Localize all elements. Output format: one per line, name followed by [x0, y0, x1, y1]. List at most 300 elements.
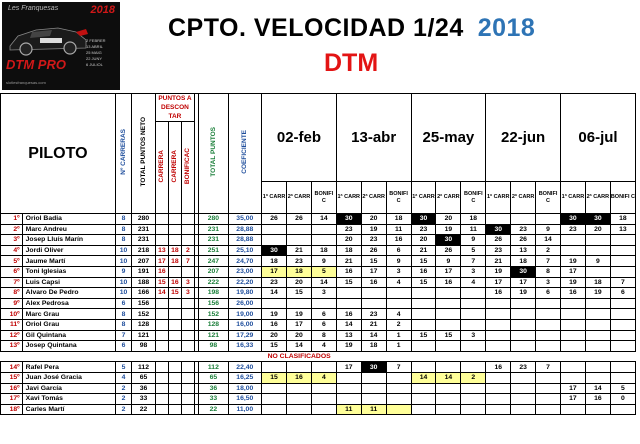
subheader-race-3-2: 2ª CARR	[436, 182, 461, 214]
race-5-cell-2: 30	[585, 214, 610, 225]
discount-bonus	[181, 341, 194, 352]
race-2-cell-2	[361, 288, 386, 299]
race-1-cell-3: 4	[311, 341, 336, 352]
race-3-cell-1	[411, 309, 436, 320]
header-desc-bonific: BONIFICAC	[181, 122, 194, 214]
race-1-cell-2	[287, 362, 312, 373]
race-3-cell-3	[461, 394, 486, 405]
coefficient: 35,00	[228, 214, 262, 225]
driver-name: Javi García	[22, 383, 115, 394]
race-header-4: 22-jun	[486, 94, 561, 182]
races-count: 8	[115, 235, 131, 246]
race-3-cell-1	[411, 404, 436, 415]
race-3-cell-3	[461, 404, 486, 415]
net-points: 22	[132, 404, 156, 415]
discount-bonus	[181, 235, 194, 246]
driver-name: Carles Martí	[22, 404, 115, 415]
race-4-cell-3: 2	[536, 245, 561, 256]
race-1-cell-2: 15	[287, 288, 312, 299]
race-2-cell-2: 17	[361, 266, 386, 277]
subheader-race-5-2: 2ª CARR	[585, 182, 610, 214]
driver-name: Alvaro De Pedro	[22, 288, 115, 299]
discount-bonus	[181, 319, 194, 330]
races-count: 2	[115, 404, 131, 415]
race-4-cell-3: 7	[536, 256, 561, 267]
race-4-cell-1	[486, 383, 511, 394]
race-3-cell-2	[436, 341, 461, 352]
position-cell: 16º	[1, 383, 23, 394]
race-1-cell-3	[311, 224, 336, 235]
subheader-race-4-1: 1ª CARR	[486, 182, 511, 214]
discount-bonus	[181, 214, 194, 225]
race-1-cell-2: 20	[287, 277, 312, 288]
header-puntos-descontar: PUNTOS A DESCON TAR	[155, 94, 194, 122]
race-3-cell-3: 9	[461, 235, 486, 246]
net-points: 98	[132, 341, 156, 352]
non-classified-label: NO CLASIFICADOS	[262, 351, 636, 362]
total-points: 198	[199, 288, 228, 299]
total-points: 152	[199, 309, 228, 320]
race-5-cell-2: 18	[585, 277, 610, 288]
race-2-cell-1	[336, 288, 361, 299]
driver-name: Toni Iglesias	[22, 266, 115, 277]
race-1-cell-3: 3	[311, 288, 336, 299]
race-1-cell-2: 19	[287, 309, 312, 320]
header-piloto: PILOTO	[1, 94, 116, 214]
discount-race-2	[168, 404, 181, 415]
race-2-cell-3: 9	[386, 256, 411, 267]
race-3-cell-1: 15	[411, 330, 436, 341]
races-count: 6	[115, 298, 131, 309]
position-cell: 1º	[1, 214, 23, 225]
discount-race-1	[155, 394, 168, 405]
race-1-cell-1: 14	[262, 288, 287, 299]
race-4-cell-3	[536, 341, 561, 352]
table-row	[1, 341, 636, 352]
race-1-cell-2: 18	[287, 266, 312, 277]
race-3-cell-2	[436, 319, 461, 330]
race-5-cell-2: 19	[585, 288, 610, 299]
race-5-cell-3	[610, 319, 635, 330]
discount-race-1	[155, 298, 168, 309]
races-count: 10	[115, 256, 131, 267]
logo-year: 2018	[90, 4, 115, 16]
discount-race-1	[155, 362, 168, 373]
race-3-cell-1: 30	[411, 214, 436, 225]
subheader-race-2-3: BONIFI C	[386, 182, 411, 214]
race-2-cell-1: 17	[336, 362, 361, 373]
race-3-cell-3	[461, 383, 486, 394]
race-5-cell-2	[585, 362, 610, 373]
net-points: 128	[132, 319, 156, 330]
race-4-cell-3	[536, 394, 561, 405]
race-4-cell-3: 6	[536, 288, 561, 299]
header-desc-carrera-1: CARRERA	[155, 122, 168, 214]
race-3-cell-1: 14	[411, 372, 436, 383]
race-4-cell-1	[486, 214, 511, 225]
races-count: 2	[115, 394, 131, 405]
standings-table	[0, 93, 636, 415]
net-points: 218	[132, 245, 156, 256]
race-5-cell-1: 30	[560, 214, 585, 225]
driver-name: Juan José Gracia	[22, 372, 115, 383]
race-header-1: 02-feb	[262, 94, 337, 182]
races-count: 9	[115, 266, 131, 277]
race-4-cell-1	[486, 319, 511, 330]
table-row	[1, 224, 636, 235]
race-4-cell-3	[536, 372, 561, 383]
driver-name: Marc Andreu	[22, 224, 115, 235]
race-2-cell-1	[336, 298, 361, 309]
race-1-cell-2	[287, 394, 312, 405]
table-row	[1, 319, 636, 330]
race-3-cell-2	[436, 404, 461, 415]
coefficient: 16,00	[228, 319, 262, 330]
race-3-cell-1: 16	[411, 266, 436, 277]
race-2-cell-1: 16	[336, 266, 361, 277]
race-1-cell-3	[311, 362, 336, 373]
race-5-cell-2	[585, 266, 610, 277]
races-count: 4	[115, 372, 131, 383]
discount-bonus: 7	[181, 256, 194, 267]
race-3-cell-3	[461, 319, 486, 330]
race-2-cell-2: 14	[361, 330, 386, 341]
net-points: 121	[132, 330, 156, 341]
non-classified-label-row	[1, 351, 636, 362]
net-points: 152	[132, 309, 156, 320]
page-subtitle: DTM	[324, 49, 379, 77]
race-5-cell-1: 17	[560, 266, 585, 277]
race-1-cell-3	[311, 235, 336, 246]
race-2-cell-3	[386, 394, 411, 405]
race-1-cell-2	[287, 235, 312, 246]
race-2-cell-3: 6	[386, 245, 411, 256]
race-1-cell-1	[262, 383, 287, 394]
race-4-cell-1	[486, 372, 511, 383]
discount-race-2	[168, 266, 181, 277]
title-year: 2018	[477, 14, 536, 42]
race-5-cell-3	[610, 404, 635, 415]
race-4-cell-2: 23	[511, 362, 536, 373]
race-2-cell-2: 16	[361, 277, 386, 288]
race-2-cell-1	[336, 394, 361, 405]
discount-race-2	[168, 330, 181, 341]
race-2-cell-2: 23	[361, 309, 386, 320]
discount-bonus	[181, 404, 194, 415]
race-5-cell-2	[585, 309, 610, 320]
race-1-cell-1	[262, 362, 287, 373]
driver-name: Oriol Badia	[22, 214, 115, 225]
coefficient: 22,40	[228, 362, 262, 373]
race-1-cell-1: 19	[262, 309, 287, 320]
discount-race-2	[168, 298, 181, 309]
total-points: 65	[199, 372, 228, 383]
race-5-cell-3: 6	[610, 288, 635, 299]
discount-race-1	[155, 330, 168, 341]
race-header-3: 25-may	[411, 94, 486, 182]
table-row	[1, 245, 636, 256]
race-3-cell-2	[436, 288, 461, 299]
discount-race-2	[168, 235, 181, 246]
race-4-cell-1	[486, 341, 511, 352]
race-5-cell-1	[560, 245, 585, 256]
discount-race-1: 15	[155, 277, 168, 288]
driver-name: Gil Quintana	[22, 330, 115, 341]
race-1-cell-2: 26	[287, 214, 312, 225]
driver-name: Xavi Tomás	[22, 394, 115, 405]
race-3-cell-1: 21	[411, 245, 436, 256]
table-row	[1, 362, 636, 373]
race-3-cell-3	[461, 298, 486, 309]
discount-race-2: 15	[168, 288, 181, 299]
race-2-cell-3: 3	[386, 266, 411, 277]
race-2-cell-1: 11	[336, 404, 361, 415]
race-4-cell-3	[536, 404, 561, 415]
race-1-cell-3: 6	[311, 319, 336, 330]
race-4-cell-2	[511, 319, 536, 330]
race-2-cell-2: 19	[361, 224, 386, 235]
race-2-cell-1	[336, 383, 361, 394]
subheader-race-1-2: 2ª CARR	[287, 182, 312, 214]
races-count: 2	[115, 383, 131, 394]
race-2-cell-3: 11	[386, 224, 411, 235]
race-4-cell-2	[511, 372, 536, 383]
dtm-pro-logo	[2, 2, 120, 90]
race-1-cell-3: 14	[311, 277, 336, 288]
discount-bonus	[181, 383, 194, 394]
discount-race-1	[155, 214, 168, 225]
race-3-cell-3: 3	[461, 330, 486, 341]
race-4-cell-1: 16	[486, 288, 511, 299]
race-1-cell-2: 17	[287, 319, 312, 330]
table-row	[1, 235, 636, 246]
driver-name: Alex Pedrosa	[22, 298, 115, 309]
race-1-cell-1	[262, 224, 287, 235]
race-5-cell-3: 18	[610, 214, 635, 225]
race-header-5: 06-jul	[560, 94, 635, 182]
logo-product: DTM PRO	[6, 57, 66, 72]
discount-race-2	[168, 362, 181, 373]
race-4-cell-2	[511, 309, 536, 320]
race-2-cell-1: 14	[336, 319, 361, 330]
race-5-cell-1	[560, 404, 585, 415]
total-points: 231	[199, 235, 228, 246]
race-4-cell-1	[486, 309, 511, 320]
net-points: 207	[132, 256, 156, 267]
race-1-cell-2: 21	[287, 245, 312, 256]
race-1-cell-1: 18	[262, 256, 287, 267]
discount-race-1	[155, 224, 168, 235]
race-5-cell-1: 17	[560, 383, 585, 394]
driver-name: Josep Lluís Marín	[22, 235, 115, 246]
race-2-cell-1: 23	[336, 224, 361, 235]
net-points: 280	[132, 214, 156, 225]
race-1-cell-3: 5	[311, 266, 336, 277]
race-4-cell-1: 17	[486, 277, 511, 288]
race-5-cell-2	[585, 298, 610, 309]
coefficient: 18,00	[228, 383, 262, 394]
race-1-cell-1: 15	[262, 372, 287, 383]
race-4-cell-2: 17	[511, 277, 536, 288]
races-count: 10	[115, 245, 131, 256]
discount-race-2	[168, 372, 181, 383]
race-5-cell-1	[560, 298, 585, 309]
discount-race-1	[155, 383, 168, 394]
discount-race-1	[155, 404, 168, 415]
race-2-cell-2	[361, 394, 386, 405]
race-3-cell-2	[436, 394, 461, 405]
race-3-cell-1	[411, 383, 436, 394]
races-count: 8	[115, 224, 131, 235]
subheader-race-1-1: 1ª CARR	[262, 182, 287, 214]
discount-race-1: 14	[155, 288, 168, 299]
race-4-cell-1: 26	[486, 235, 511, 246]
race-4-cell-1	[486, 330, 511, 341]
race-1-cell-1: 30	[262, 245, 287, 256]
race-2-cell-3	[386, 288, 411, 299]
race-5-cell-3	[610, 245, 635, 256]
race-1-cell-2: 16	[287, 372, 312, 383]
race-5-cell-1	[560, 341, 585, 352]
subheader-race-4-2: 2ª CARR	[511, 182, 536, 214]
race-5-cell-2	[585, 235, 610, 246]
race-1-cell-3	[311, 394, 336, 405]
race-2-cell-3: 2	[386, 319, 411, 330]
race-3-cell-1	[411, 319, 436, 330]
total-points: 207	[199, 266, 228, 277]
subheader-race-2-2: 2ª CARR	[361, 182, 386, 214]
race-3-cell-1: 23	[411, 224, 436, 235]
table-row	[1, 404, 636, 415]
race-3-cell-2: 30	[436, 235, 461, 246]
races-count: 5	[115, 362, 131, 373]
race-4-cell-3	[536, 330, 561, 341]
table-row	[1, 256, 636, 267]
race-1-cell-3: 4	[311, 372, 336, 383]
position-cell: 8º	[1, 288, 23, 299]
race-2-cell-1: 21	[336, 256, 361, 267]
driver-name: Luis Capsi	[22, 277, 115, 288]
race-4-cell-3: 9	[536, 224, 561, 235]
race-car-icon	[6, 16, 90, 58]
driver-name: Marc Grau	[22, 309, 115, 320]
race-2-cell-1: 18	[336, 245, 361, 256]
race-4-cell-2: 23	[511, 224, 536, 235]
race-3-cell-2: 26	[436, 245, 461, 256]
race-3-cell-2	[436, 298, 461, 309]
race-2-cell-1: 15	[336, 277, 361, 288]
net-points: 231	[132, 235, 156, 246]
race-5-cell-1: 19	[560, 277, 585, 288]
race-5-cell-2: 20	[585, 224, 610, 235]
race-4-cell-3	[536, 319, 561, 330]
subheader-race-5-3: BONIFI C	[610, 182, 635, 214]
race-1-cell-3	[311, 383, 336, 394]
race-1-cell-1: 17	[262, 266, 287, 277]
race-5-cell-1: 19	[560, 256, 585, 267]
race-3-cell-1	[411, 341, 436, 352]
discount-race-1	[155, 235, 168, 246]
race-1-cell-1: 23	[262, 277, 287, 288]
total-points: 156	[199, 298, 228, 309]
race-3-cell-1: 15	[411, 256, 436, 267]
race-5-cell-1	[560, 319, 585, 330]
race-2-cell-1	[336, 372, 361, 383]
race-1-cell-1	[262, 394, 287, 405]
race-5-cell-1: 23	[560, 224, 585, 235]
race-2-cell-3: 18	[386, 214, 411, 225]
race-5-cell-3	[610, 266, 635, 277]
position-cell: 10º	[1, 309, 23, 320]
race-4-cell-1	[486, 298, 511, 309]
race-4-cell-3: 3	[536, 277, 561, 288]
race-2-cell-3: 1	[386, 341, 411, 352]
race-2-cell-3: 16	[386, 235, 411, 246]
total-points: 112	[199, 362, 228, 373]
race-5-cell-1	[560, 309, 585, 320]
subheader-race-3-3: BONIFI C	[461, 182, 486, 214]
race-2-cell-3: 1	[386, 330, 411, 341]
race-2-cell-3	[386, 383, 411, 394]
discount-race-2: 18	[168, 256, 181, 267]
race-2-cell-2	[361, 383, 386, 394]
coefficient: 11,00	[228, 404, 262, 415]
race-3-cell-3	[461, 309, 486, 320]
race-3-cell-2	[436, 309, 461, 320]
race-5-cell-2	[585, 245, 610, 256]
subheader-race-2-1: 1ª CARR	[336, 182, 361, 214]
race-5-cell-3	[610, 256, 635, 267]
race-4-cell-3: 7	[536, 362, 561, 373]
race-1-cell-2	[287, 298, 312, 309]
table-row	[1, 266, 636, 277]
total-points: 33	[199, 394, 228, 405]
race-4-cell-1: 23	[486, 245, 511, 256]
race-4-cell-3	[536, 214, 561, 225]
discount-race-1: 13	[155, 245, 168, 256]
driver-name: Jaume Martí	[22, 256, 115, 267]
discount-bonus	[181, 372, 194, 383]
race-4-cell-1: 19	[486, 266, 511, 277]
race-1-cell-1	[262, 235, 287, 246]
race-2-cell-1: 19	[336, 341, 361, 352]
race-5-cell-3	[610, 372, 635, 383]
table-row	[1, 309, 636, 320]
race-5-cell-2	[585, 372, 610, 383]
race-5-cell-1	[560, 330, 585, 341]
position-cell: 11º	[1, 319, 23, 330]
race-4-cell-2: 30	[511, 266, 536, 277]
race-5-cell-3: 5	[610, 383, 635, 394]
position-cell: 13º	[1, 341, 23, 352]
race-1-cell-1	[262, 404, 287, 415]
race-3-cell-2: 15	[436, 330, 461, 341]
race-3-cell-1	[411, 362, 436, 373]
total-points: 36	[199, 383, 228, 394]
race-3-cell-3	[461, 341, 486, 352]
coefficient: 26,00	[228, 298, 262, 309]
race-1-cell-3	[311, 298, 336, 309]
total-points: 22	[199, 404, 228, 415]
table-row	[1, 372, 636, 383]
race-2-cell-2: 26	[361, 245, 386, 256]
discount-bonus: 3	[181, 277, 194, 288]
table-row	[1, 394, 636, 405]
race-4-cell-2: 19	[511, 288, 536, 299]
race-1-cell-3: 8	[311, 330, 336, 341]
race-2-cell-3: 4	[386, 309, 411, 320]
position-cell: 6º	[1, 266, 23, 277]
